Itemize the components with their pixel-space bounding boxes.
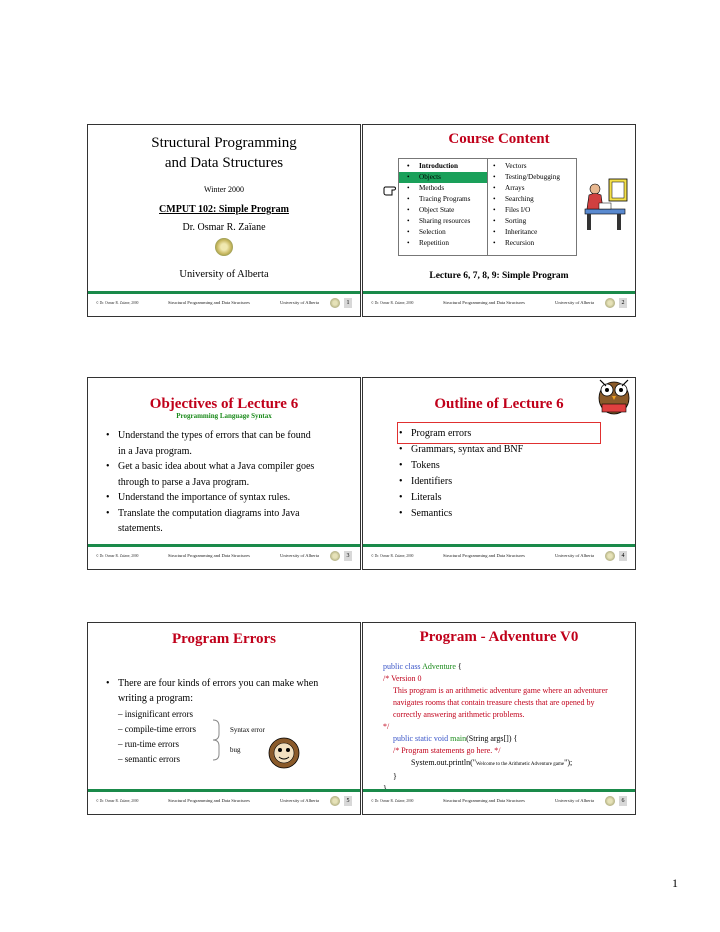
topic-item: • Object State — [407, 205, 487, 216]
slide4-footer: © Dr. Osmar R. Zaïane, 2000 Structural Programming and Data Structures University of Alberta 4 — [363, 544, 635, 569]
list-item: – compile-time errors — [118, 724, 196, 734]
list-item: • Translate the computation diagrams into Java statements. — [106, 506, 316, 537]
slide-1 — [87, 124, 361, 317]
slide-number: 3 — [344, 551, 352, 561]
slide1-course: CMPUT 102: Simple Program — [159, 204, 289, 215]
course-content-table — [398, 158, 577, 256]
pointing-hand-icon — [383, 183, 401, 197]
errors-intro: • There are four kinds of errors you can make when writing a program: — [106, 676, 321, 706]
slide2-title: Course Content — [448, 131, 550, 147]
seal-icon — [605, 551, 615, 561]
errors-list — [118, 707, 196, 767]
bracket-icon — [212, 719, 222, 767]
list-item: • Identifiers — [399, 474, 599, 490]
right-topics — [493, 161, 575, 249]
list-item: • Literals — [399, 490, 599, 506]
topic-item: • Vectors — [493, 161, 575, 172]
slide-2 — [362, 124, 636, 317]
slide-number: 5 — [344, 796, 352, 806]
topic-item: • Sorting — [493, 216, 575, 227]
topic-item: • Inheritance — [493, 227, 575, 238]
seal-icon — [330, 551, 340, 561]
slide1-term: Winter 2000 — [204, 185, 244, 194]
topic-item: • Tracing Programs — [407, 194, 487, 205]
bug-mascot-icon — [268, 737, 300, 769]
objectives-list — [106, 428, 316, 537]
owl-icon — [592, 372, 636, 416]
slide-number: 2 — [619, 298, 627, 308]
slide3-subtitle: Programming Language Syntax — [176, 412, 272, 420]
list-item: • Understand the types of errors that can be found in a Java program. — [106, 428, 316, 459]
list-item: • Program errors — [399, 426, 599, 442]
topic-item: • Arrays — [493, 183, 575, 194]
list-item: • Grammars, syntax and BNF — [399, 442, 599, 458]
slide1-title: Structural Programming and Data Structures — [151, 135, 297, 171]
topic-item: • Objects — [407, 172, 487, 183]
list-item: • Semantics — [399, 506, 599, 522]
slide1-footer: © Dr. Osmar R. Zaïane, 2000 Structural Programming and Data Structures University of Alberta 1 — [88, 291, 360, 316]
slide4-title: Outline of Lecture 6 — [434, 396, 564, 412]
seal-icon — [605, 796, 615, 806]
list-item: – semantic errors — [118, 754, 180, 764]
list-item: • Tokens — [399, 458, 599, 474]
slide2-footer: © Dr. Osmar R. Zaïane, 2000 Structural Programming and Data Structures University of Alberta 2 — [363, 291, 635, 316]
topic-item: • Sharing resources — [407, 216, 487, 227]
topic-item: • Recursion — [493, 238, 575, 249]
seal-icon — [605, 298, 615, 308]
topic-item: • Searching — [493, 194, 575, 205]
topic-item: • Files I/O — [493, 205, 575, 216]
topic-item: • Methods — [407, 183, 487, 194]
outline-list — [399, 426, 599, 522]
list-item: – run-time errors — [118, 739, 179, 749]
syntax-error-label: Syntax error — [230, 726, 265, 734]
seal-icon — [330, 298, 340, 308]
slide6-title: Program - Adventure V0 — [419, 629, 579, 645]
list-item: • Understand the importance of syntax rules. — [106, 490, 316, 506]
slide2-lecture: Lecture 6, 7, 8, 9: Simple Program — [429, 271, 569, 281]
slide3-footer: © Dr. Osmar R. Zaïane, 2000 Structural Programming and Data Structures University of Alberta 3 — [88, 544, 360, 569]
topic-item: • Repetition — [407, 238, 487, 249]
slide-number: 6 — [619, 796, 627, 806]
slide6-footer: © Dr. Osmar R. Zaïane, 2000 Structural Programming and Data Structures University of Alberta 6 — [363, 789, 635, 814]
slide5-title: Program Errors — [172, 631, 276, 647]
page-number: 1 — [672, 876, 678, 890]
list-item: • Get a basic idea about what a Java compiler goes through to parse a Java program. — [106, 459, 316, 490]
topic-item: • Testing/Debugging — [493, 172, 575, 183]
slide5-footer: © Dr. Osmar R. Zaïane, 2000 Structural Programming and Data Structures University of Alberta 5 — [88, 789, 360, 814]
university-crest-icon — [215, 238, 233, 256]
student-reading-icon — [581, 175, 631, 235]
slide-5 — [87, 622, 361, 815]
topic-item: • Introduction — [407, 161, 487, 172]
slide-number: 1 — [344, 298, 352, 308]
slide-number: 4 — [619, 551, 627, 561]
bug-label: bug — [230, 746, 241, 754]
slide1-instructor: Dr. Osmar R. Zaïane — [182, 222, 266, 233]
list-item: – insignificant errors — [118, 709, 193, 719]
slide-3 — [87, 377, 361, 570]
topic-item: • Selection — [407, 227, 487, 238]
left-topics — [407, 161, 487, 249]
slide-6 — [362, 622, 636, 815]
seal-icon — [330, 796, 340, 806]
slide3-title: Objectives of Lecture 6 — [149, 396, 299, 412]
code-block: public class Adventure { /* Version 0 This program is an arithmetic adventure game where an adventurer navigates rooms that contain treasure chests that are opened by correctly answering arithmetic problems. */ public static void main(String args[]) { /* Program statements go here. */ System.out.println("Welcome to the Arithmetic Adventure game"); } } — [383, 662, 608, 793]
slide1-university: University of Alberta — [179, 269, 269, 280]
